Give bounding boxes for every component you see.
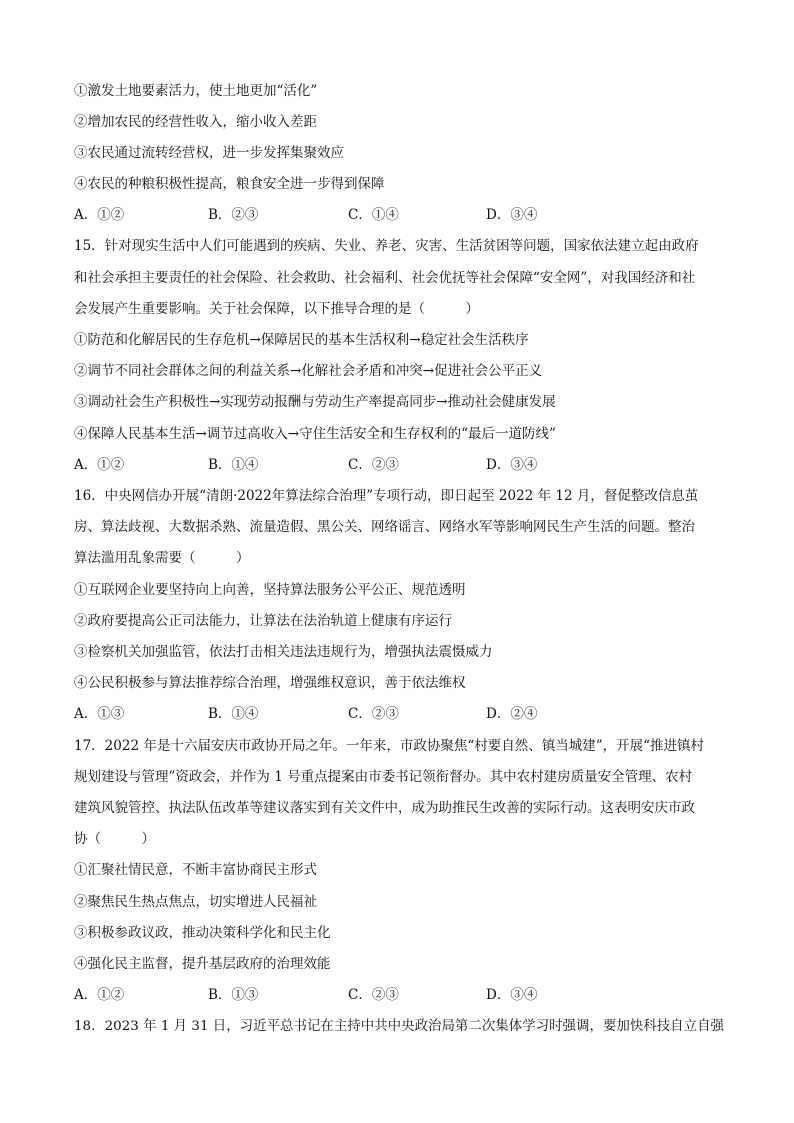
option-a[interactable]: A．①② bbox=[74, 457, 125, 473]
option-a[interactable]: A．①② bbox=[74, 987, 125, 1003]
choice-item: ②调节不同社会群体之间的利益关系→化解社会矛盾和冲突→促进社会公平正义 bbox=[74, 363, 543, 379]
choice-item: ②聚焦民生热点焦点，切实增进人民福祉 bbox=[74, 894, 317, 910]
question-14-options bbox=[74, 205, 674, 225]
question-stem-line: 16．中央网信办开展“清朗·2022年算法综合治理”专项行动，即日起至 2022 年 12 月，督促整改信息茧 bbox=[74, 488, 699, 504]
question-15-options bbox=[74, 455, 674, 475]
question-16-options bbox=[74, 704, 674, 724]
choice-item: ③检察机关加强监管，依法打击相关违法违规行为，增强执法震慑威力 bbox=[74, 644, 493, 660]
option-a[interactable]: A．①② bbox=[74, 207, 125, 223]
option-c[interactable]: C．②③ bbox=[348, 706, 399, 722]
option-b[interactable]: B．①④ bbox=[208, 706, 259, 722]
question-stem-line: 15．针对现实生活中人们可能遇到的疾病、失业、养老、灾害、生活贫困等问题，国家依法建立起由政府 bbox=[74, 238, 699, 254]
question-stem-line: 会发展产生重要影响。关于社会保障，以下推导合理的是（ ） bbox=[74, 301, 479, 317]
question-stem-line: 算法滥用乱象需要（ ） bbox=[74, 550, 250, 566]
option-c[interactable]: C．②③ bbox=[348, 987, 399, 1003]
option-d[interactable]: D．③④ bbox=[486, 207, 538, 223]
choice-item: ①互联网企业要坚持向上向善，坚持算法服务公平公正、规范透明 bbox=[74, 582, 466, 598]
choice-item: ③调动社会生产积极性→实现劳动报酬与劳动生产率提高同步→推动社会健康发展 bbox=[74, 394, 556, 410]
question-stem-line: 规划建设与管理”资政会，并作为 1 号重点提案由市委书记领衔督办。其中农村建房质量安全管理、农村 bbox=[74, 769, 693, 785]
question-stem-line: 协（ ） bbox=[74, 831, 155, 847]
choice-item: ①防范和化解居民的生存危机→保障居民的基本生活权利→稳定社会生活秩序 bbox=[74, 332, 529, 348]
choice-item: ④保障人民基本生活→调节过高收入→守住生活安全和生存权利的“最后一道防线” bbox=[74, 426, 556, 442]
choice-item: ④公民积极参与算法推荐综合治理，增强维权意识，善于依法维权 bbox=[74, 675, 466, 691]
choice-item: ①激发土地要素活力，使土地更加“活化” bbox=[74, 83, 318, 99]
choice-item: ③积极参政议政，推动决策科学化和民主化 bbox=[74, 925, 331, 941]
option-c[interactable]: C．②③ bbox=[348, 457, 399, 473]
choice-item: ④农民的种粮积极性提高，粮食安全进一步得到保障 bbox=[74, 176, 385, 192]
option-a[interactable]: A．①③ bbox=[74, 706, 125, 722]
option-d[interactable]: D．③④ bbox=[486, 987, 538, 1003]
choice-item: ②政府要提高公正司法能力，让算法在法治轨道上健康有序运行 bbox=[74, 613, 452, 629]
choice-item: ④强化民主监督，提升基层政府的治理效能 bbox=[74, 956, 331, 972]
question-stem-line: 建筑风貌管控、执法队伍改革等建议落实到有关文件中，成为助推民生改善的实际行动。这表明安庆市政 bbox=[74, 800, 695, 816]
choice-item: ②增加农民的经营性收入，缩小收入差距 bbox=[74, 114, 317, 130]
question-stem-line: 和社会承担主要责任的社会保险、社会救助、社会福利、社会优抚等社会保障“安全网”，对我国经济和社 bbox=[74, 270, 696, 286]
question-stem-line: 17．2022 年是十六届安庆市政协开局之年。一年来，市政协聚焦“村要自然、镇当城建”，开展“推进镇村 bbox=[74, 738, 705, 754]
question-17-options bbox=[74, 985, 674, 1005]
option-c[interactable]: C．①④ bbox=[348, 207, 399, 223]
option-d[interactable]: D．②④ bbox=[486, 706, 538, 722]
option-d[interactable]: D．③④ bbox=[486, 457, 538, 473]
option-b[interactable]: B．①③ bbox=[208, 987, 259, 1003]
choice-item: ①汇聚社情民意，不断丰富协商民主形式 bbox=[74, 862, 317, 878]
question-stem-line: 18．2023 年 1 月 31 日，习近平总书记在主持中共中央政治局第二次集体学习时强调，要加快科技自立自强 bbox=[74, 1019, 724, 1034]
choice-item: ③农民通过流转经营权，进一步发挥集聚效应 bbox=[74, 145, 344, 161]
option-b[interactable]: B．②③ bbox=[208, 207, 259, 223]
question-stem-line: 房、算法歧视、大数据杀熟、流量造假、黑公关、网络谣言、网络水军等影响网民生产生活的问题。整治 bbox=[74, 519, 695, 535]
option-b[interactable]: B．①④ bbox=[208, 457, 259, 473]
